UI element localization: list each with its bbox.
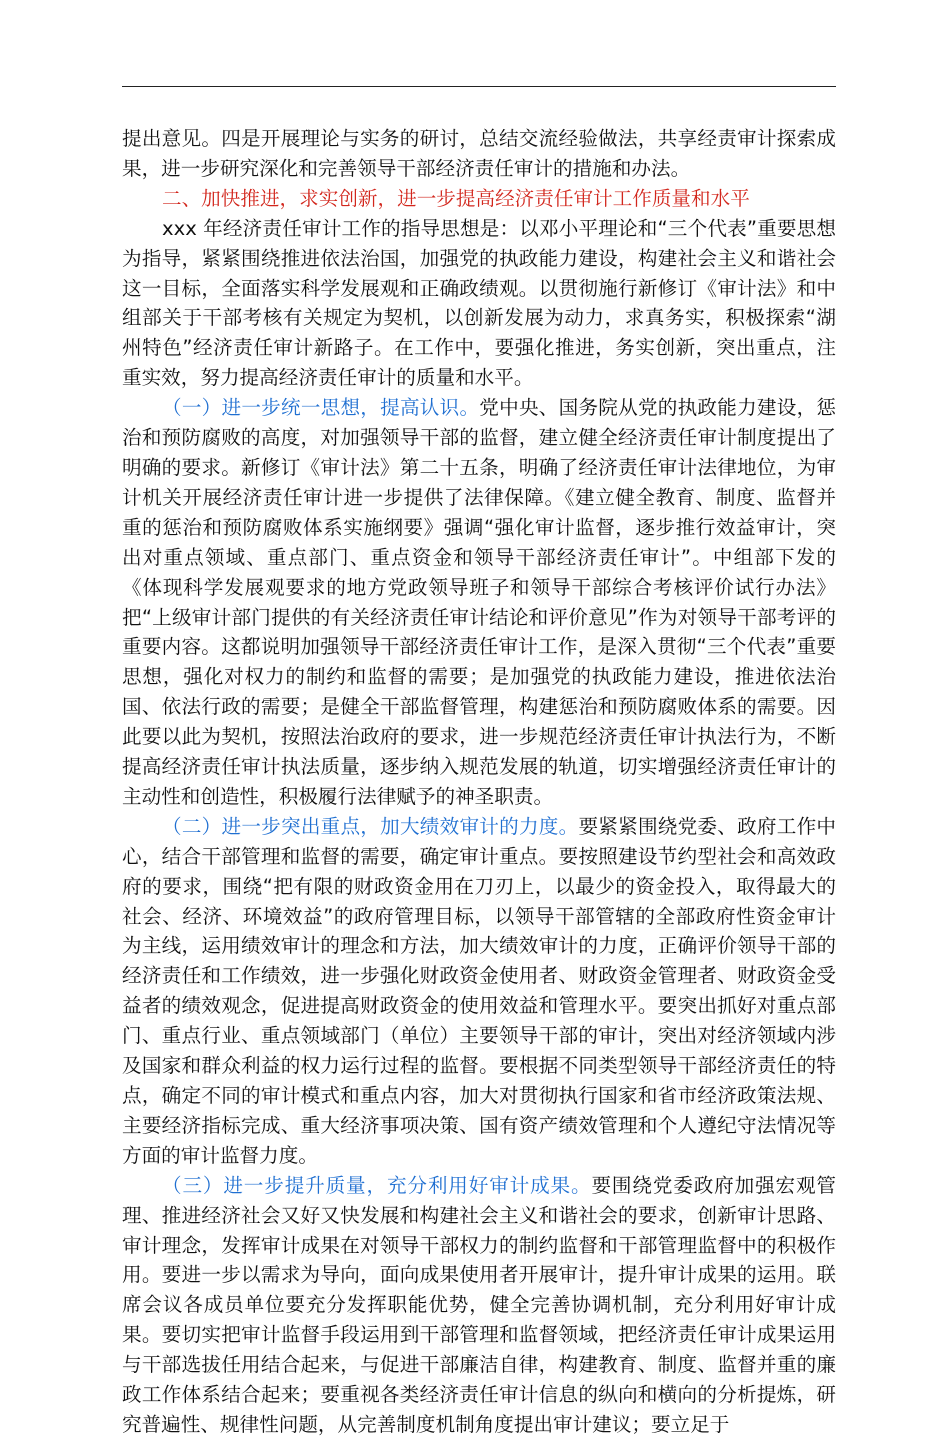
paragraph-continuation: 提出意见。四是开展理论与实务的研讨，总结交流经验做法，共享经责审计探索成果，进一步研究深化和完善领导干部经济责任审计的措施和办法。 (122, 127, 836, 180)
item-1-heading: （一）进一步统一思想，提高认识。 (162, 396, 480, 420)
document-body (122, 124, 836, 1440)
paragraph-item-3 (122, 1171, 836, 1440)
paragraph-item-1 (122, 393, 836, 812)
section-heading: 二、加快推进，求实创新，进一步提高经济责任审计工作质量和水平 (162, 186, 750, 210)
item-3-heading: （三）进一步提升质量，充分利用好审计成果。 (162, 1173, 592, 1197)
item-1-body: 党中央、国务院从党的执政能力建设，惩治和预防腐败的高度，对加强领导干部的监督，建立健全经济责任审计制度提出了明确的要求。新修订《审计法》第二十五条，明确了经济责任审计法律地位，为审计机关开展经济责任审计进一步提供了法律保障。《建立健全教育、制度、监督并重的惩治和预防腐败体系实施纲要》强调“强化审计监督，逐步推行效益审计，突出对重点领域、重点部门、重点资金和领导干部经济责任审计”。中组部下发的《体现科学发展观要求的地方党政领导班子和领导干部综合考核评价试行办法》把“上级审计部门提供的有关经济责任审计结论和评价意见”作为对领导干部考评的重要内容。这都说明加强领导干部经济责任审计工作，是深入贯彻“三个代表”重要思想，强化对权力的制约和监督的需要；是加强党的执政能力建设，推进依法治国、依法行政的需要；是健全干部监督管理，构建惩治和预防腐败体系的需要。因此要以此为契机，按照法治政府的要求，进一步规范经济责任审计执法行为，不断提高经济责任审计执法质量，逐步纳入规范发展的轨道，切实增强经济责任审计的主动性和创造性，积极履行法律赋予的神圣职责。 (122, 396, 837, 808)
paragraph-item-2 (122, 812, 836, 1171)
header-rule (122, 86, 836, 87)
item-3-body: 要围绕党委政府加强宏观管理、推进经济社会又好又快发展和构建社会主义和谐社会的要求，创新审计思路、审计理念，发挥审计成果在对领导干部权力的制约监督和干部管理监督中的积极作用。要进一步以需求为导向，面向成果使用者开展审计，提升审计成果的运用。联席会议各成员单位要充分发挥职能优势，健全完善协调机制，充分利用好审计成果。要切实把审计监督手段运用到干部管理和监督领域，把经济责任审计成果运用与干部选拔任用结合起来，与促进干部廉洁自律，构建教育、制度、监督并重的廉政工作体系结合起来；要重视各类经济责任审计信息的纵向和横向的分析提炼，研究普遍性、规律性问题，从完善制度机制角度提出审计建议；要立足于 (122, 1173, 837, 1436)
paragraph-guiding-thought: xxx 年经济责任审计工作的指导思想是：以邓小平理论和“三个代表”重要思想为指导，紧紧围绕推进依法治国，加强党的执政能力建设，构建社会主义和谐社会这一目标，全面落实科学发展观和正确政绩观。以贯彻施行新修订《审计法》和中组部关于干部考核有关规定为契机，以创新发展为动力，求真务实，积极探索“湖州特色”经济责任审计新路子。在工作中，要强化推进，务实创新，突出重点，注重实效，努力提高经济责任审计的质量和水平。 (122, 216, 836, 390)
item-2-heading: （二）进一步突出重点，加大绩效审计的力度。 (162, 814, 579, 838)
item-2-body: 要紧紧围绕党委、政府工作中心，结合干部管理和监督的需要，确定审计重点。要按照建设节约型社会和高效政府的要求，围绕“把有限的财政资金用在刀刃上，以最少的资金投入，取得最大的社会、经济、环境效益”的政府管理目标，以领导干部管辖的全部政府性资金审计为主线，运用绩效审计的理念和方法，加大绩效审计的力度，正确评价领导干部的经济责任和工作绩效，进一步强化财政资金使用者、财政资金管理者、财政资金受益者的绩效观念，促进提高财政资金的使用效益和管理水平。要突出抓好对重点部门、重点行业、重点领域部门（单位）主要领导干部的审计，突出对经济领域内涉及国家和群众利益的权力运行过程的监督。要根据不同类型领导干部经济责任的特点，确定不同的审计模式和重点内容，加大对贯彻执行国家和省市经济政策法规、主要经济指标完成、重大经济事项决策、国有资产绩效管理和个人遵纪守法情况等方面的审计监督力度。 (122, 814, 837, 1167)
